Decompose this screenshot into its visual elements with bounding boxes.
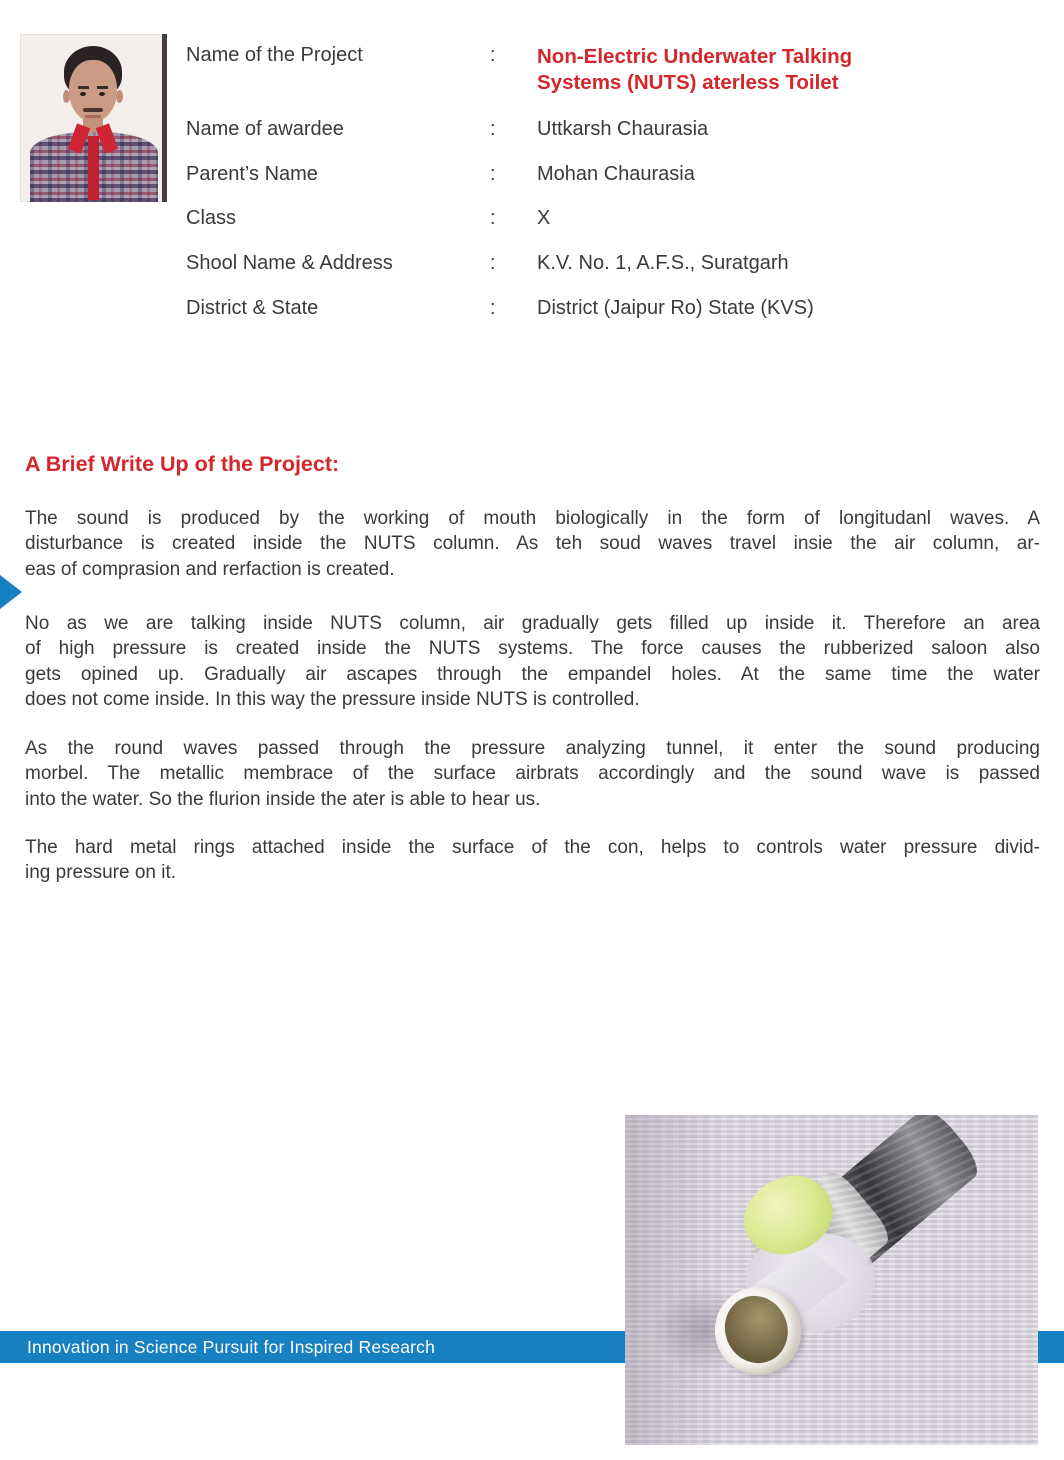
writeup-paragraph-2	[25, 611, 1040, 712]
field-value-project-name	[537, 44, 852, 96]
field-label: Class	[186, 207, 237, 229]
paragraph-line: No as we are talking inside NUTS column, air gradually gets filled up inside it. Therefore an area	[25, 613, 1040, 634]
portrait-ear	[116, 90, 123, 103]
paragraph-line: The hard metal rings attached inside the surface of the con, helps to controls water pressure divid-	[25, 837, 1040, 858]
paragraph-line: ing pressure on it.	[25, 862, 177, 884]
portrait-eye	[99, 92, 105, 96]
paragraph-line: The sound is produced by the working of mouth biologically in the form of longitudanl waves. A	[25, 508, 1040, 529]
footer-banner-text: Innovation in Science Pursuit for Inspired Research	[27, 1337, 436, 1357]
field-value-school: K.V. No. 1, A.F.S., Suratgarh	[537, 252, 789, 274]
paragraph-line: gets opined up. Gradually air ascapes through the empandel holes. At the same time the water	[25, 663, 1040, 685]
paragraph-line: morbel. The metallic membrace of the surface airbrats accordingly and the sound wave is passed	[25, 763, 1040, 785]
project-device-photo	[625, 1115, 1038, 1445]
field-row-school	[186, 252, 1056, 278]
field-row-class	[186, 207, 1056, 233]
field-value-parent: Mohan Chaurasia	[537, 163, 695, 185]
writeup-paragraph-1	[25, 506, 1040, 582]
field-label: Name of awardee	[186, 118, 344, 140]
scan-artifact-strip	[162, 34, 167, 202]
paragraph-line: does not come inside. In this way the pressure inside NUTS is controlled.	[25, 688, 640, 710]
portrait-face	[69, 60, 117, 122]
edge-arrow-marker	[0, 575, 22, 609]
field-colon: :	[490, 44, 496, 66]
paragraph-line: eas of comprasion and rerfaction is created.	[25, 558, 395, 580]
field-row-district	[186, 297, 1056, 323]
field-row-awardee	[186, 118, 1056, 144]
field-row-project	[186, 44, 1056, 94]
field-label: Parent’s Name	[186, 163, 318, 185]
field-colon: :	[490, 207, 496, 229]
field-colon: :	[490, 297, 496, 319]
portrait-eyebrow	[78, 86, 89, 89]
portrait-eye	[80, 92, 86, 96]
portrait-eyebrow	[97, 86, 108, 89]
field-label: Shool Name & Address	[186, 252, 393, 274]
fabric-shading	[625, 1115, 725, 1445]
field-colon: :	[490, 118, 496, 140]
project-name-line-1: Non-Electric Underwater Talking	[537, 45, 853, 68]
paragraph-line: of high pressure is created inside the NUTS systems. The force causes the rubberized saloon also	[25, 638, 1040, 660]
field-row-parent	[186, 163, 1056, 189]
field-value-awardee: Uttkarsh Chaurasia	[537, 118, 709, 140]
field-colon: :	[490, 163, 496, 185]
writeup-paragraph-4	[25, 835, 1040, 886]
funnel-mouth-interior	[715, 1286, 798, 1372]
paragraph-line: into the water. So the flurion inside the ater is able to hear us.	[25, 788, 541, 810]
field-label: Name of the Project	[186, 44, 363, 66]
student-portrait-photo	[20, 34, 167, 202]
portrait-placket	[88, 136, 99, 200]
field-value-district: District (Jaipur Ro) State (KVS)	[537, 297, 814, 319]
portrait-mustache	[83, 108, 103, 112]
field-value-class: X	[537, 207, 551, 229]
field-colon: :	[490, 252, 496, 274]
paragraph-line: As the round waves passed through the pressure analyzing tunnel, it enter the sound producing	[25, 738, 1040, 759]
writeup-paragraph-3	[25, 736, 1040, 812]
writeup-heading: A Brief Write Up of the Project:	[25, 452, 340, 476]
project-name-line-2: Systems (NUTS) aterless Toilet	[537, 71, 839, 94]
field-label: District & State	[186, 297, 319, 319]
paragraph-line: disturbance is created inside the NUTS column. As teh soud waves travel insie the air column, ar-	[25, 533, 1040, 555]
